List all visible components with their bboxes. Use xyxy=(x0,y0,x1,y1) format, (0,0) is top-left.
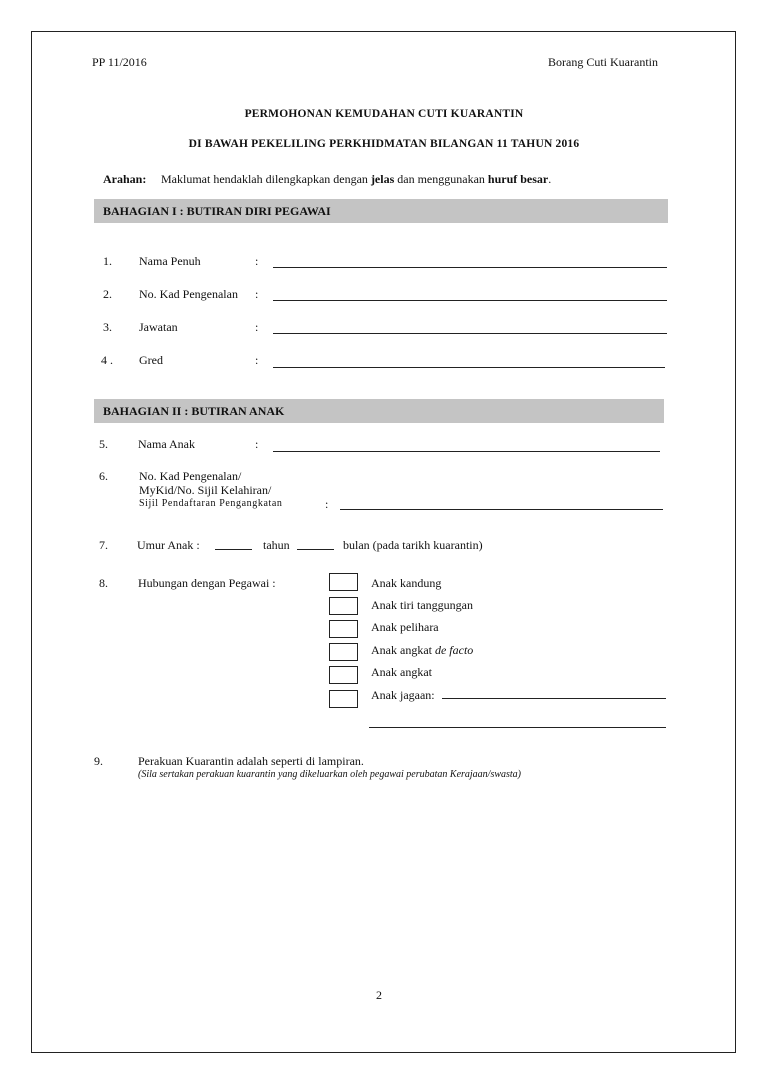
field-number: 7. xyxy=(99,538,108,552)
checkbox-adopted-child[interactable] xyxy=(329,666,358,684)
position-field[interactable] xyxy=(273,333,667,334)
quarantine-certificate-note: (Sila sertakan perakuan kuarantin yang dikeluarkan oleh pegawai perubatan Kerajaan/swasta) xyxy=(138,769,522,780)
field-label-child-name: Nama Anak xyxy=(138,437,195,451)
checkbox-dependent-stepchild[interactable] xyxy=(329,597,358,615)
field-label-child-id-2: MyKid/No. Sijil Kelahiran/ xyxy=(139,483,272,497)
ward-details-field[interactable] xyxy=(442,698,666,699)
field-colon: : xyxy=(255,320,259,334)
page-number: 2 xyxy=(376,988,382,1002)
ic-number-field[interactable] xyxy=(273,300,667,301)
ward-details-field-2[interactable] xyxy=(369,727,666,728)
field-label-relationship: Hubungan dengan Pegawai : xyxy=(138,576,276,590)
months-label: bulan (pada tarikh kuarantin) xyxy=(343,538,483,552)
field-colon: : xyxy=(255,287,259,301)
field-label-child-age: Umur Anak : xyxy=(137,538,200,552)
field-number: 9. xyxy=(94,754,103,768)
field-colon: : xyxy=(255,353,259,367)
years-label: tahun xyxy=(263,538,290,552)
checkbox-de-facto-adopted[interactable] xyxy=(329,643,358,661)
option-dependent-stepchild: Anak tiri tanggungan xyxy=(371,598,473,612)
quarantine-certificate-text: Perakuan Kuarantin adalah seperti di lampiran. xyxy=(138,754,364,768)
field-number: 4 . xyxy=(101,353,113,367)
instruction-text: Maklumat hendaklah dilengkapkan dengan jelas dan menggunakan huruf besar. xyxy=(161,172,552,186)
option-adopted-child: Anak angkat xyxy=(371,665,432,679)
option-foster-child: Anak pelihara xyxy=(371,620,439,634)
field-label-child-id-1: No. Kad Pengenalan/ xyxy=(139,469,242,483)
field-label-ic-number: No. Kad Pengenalan xyxy=(139,287,238,301)
full-name-field[interactable] xyxy=(273,267,667,268)
field-colon: : xyxy=(325,497,329,511)
form-name: Borang Cuti Kuarantin xyxy=(548,55,658,69)
field-colon: : xyxy=(255,437,259,451)
doc-code: PP 11/2016 xyxy=(92,55,147,69)
field-number: 8. xyxy=(99,576,108,590)
age-years-field[interactable] xyxy=(215,549,252,550)
option-biological-child: Anak kandung xyxy=(371,576,442,590)
child-name-field[interactable] xyxy=(273,451,660,452)
field-label-grade: Gred xyxy=(139,353,163,367)
field-number: 3. xyxy=(103,320,112,334)
child-id-field[interactable] xyxy=(340,509,663,510)
checkbox-biological-child[interactable] xyxy=(329,573,358,591)
section-1-header: BAHAGIAN I : BUTIRAN DIRI PEGAWAI xyxy=(94,199,668,223)
section-2-header: BAHAGIAN II : BUTIRAN ANAK xyxy=(94,399,664,423)
form-subtitle: DI BAWAH PEKELILING PERKHIDMATAN BILANGAN 11 TAHUN 2016 xyxy=(188,138,580,150)
field-colon: : xyxy=(255,254,259,268)
checkbox-ward[interactable] xyxy=(329,690,358,708)
checkbox-foster-child[interactable] xyxy=(329,620,358,638)
field-label-position: Jawatan xyxy=(139,320,178,334)
option-de-facto-adopted: Anak angkat de facto xyxy=(371,643,474,657)
field-number: 2. xyxy=(103,287,112,301)
grade-field[interactable] xyxy=(273,367,665,368)
age-months-field[interactable] xyxy=(297,549,334,550)
field-number: 5. xyxy=(99,437,108,451)
instruction-label: Arahan: xyxy=(103,172,147,186)
field-label-full-name: Nama Penuh xyxy=(139,254,201,268)
option-ward: Anak jagaan: xyxy=(371,688,435,702)
form-title: PERMOHONAN KEMUDAHAN CUTI KUARANTIN xyxy=(244,108,524,120)
field-number: 6. xyxy=(99,469,108,483)
field-number: 1. xyxy=(103,254,112,268)
field-label-child-id-3: Sijil Pendaftaran Pengangkatan xyxy=(139,498,283,509)
